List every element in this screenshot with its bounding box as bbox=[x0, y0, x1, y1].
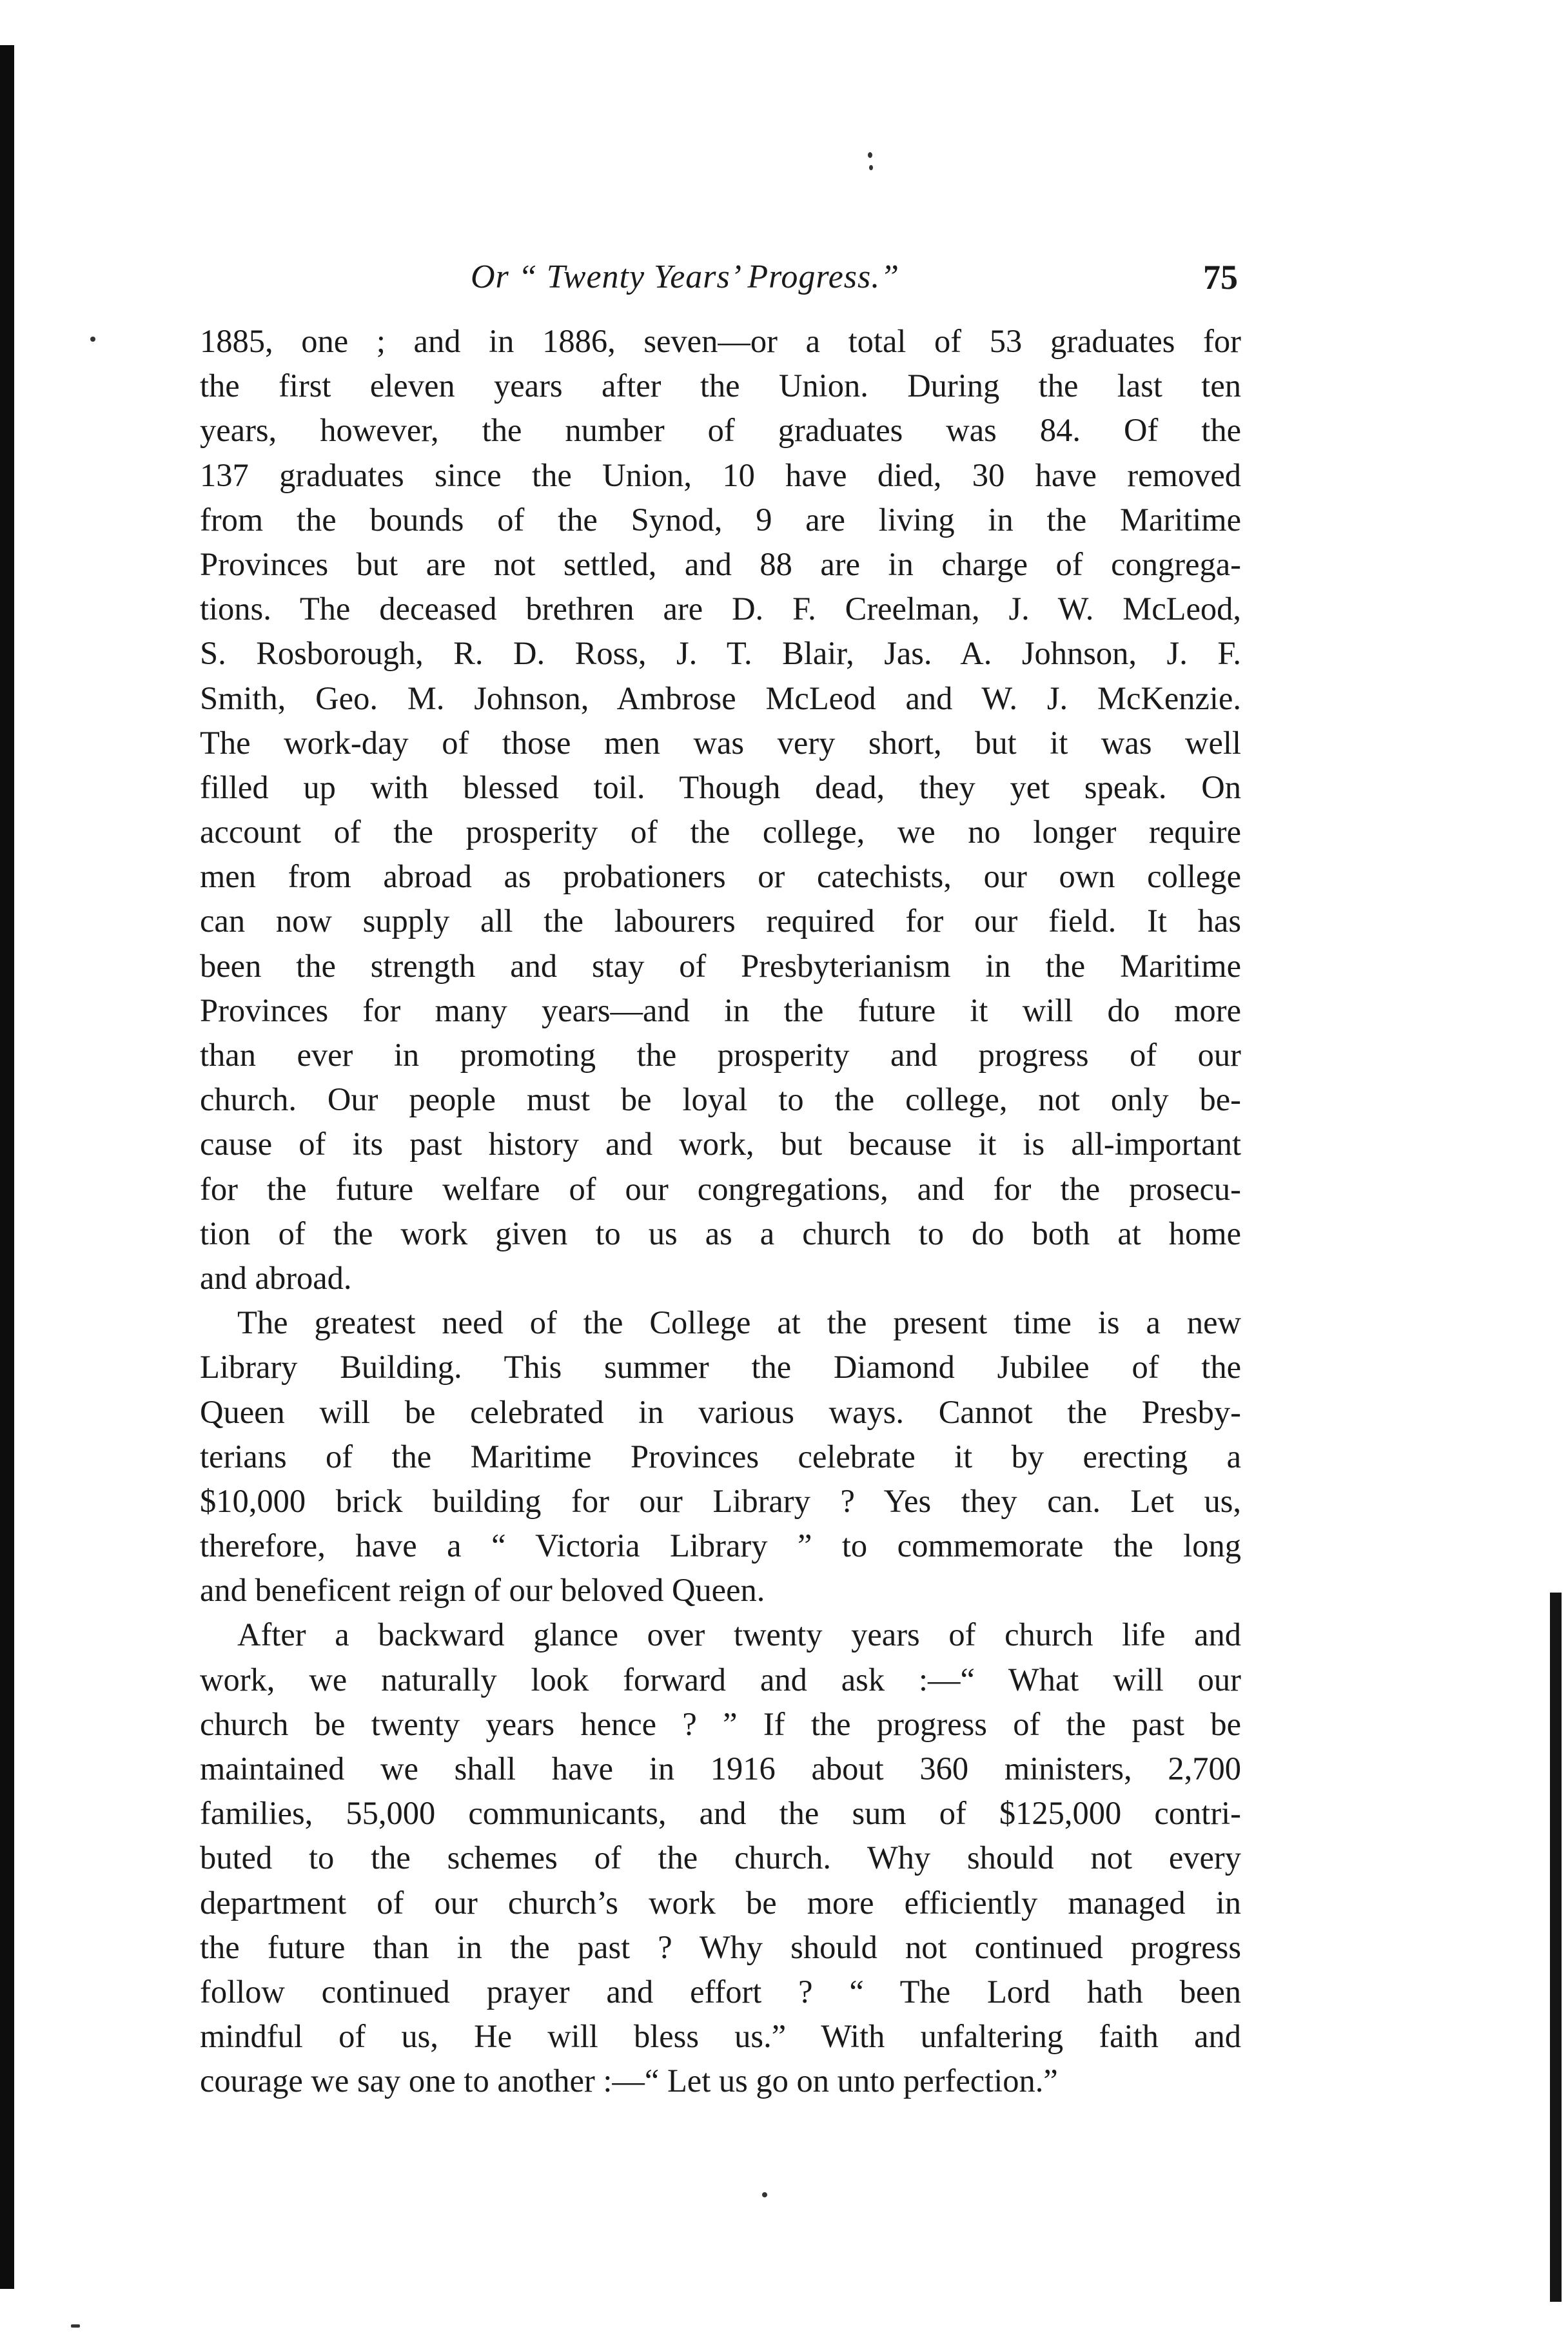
scan-speck bbox=[90, 337, 95, 342]
text-line: years, however, the number of graduates was 84. Of the bbox=[200, 412, 1241, 449]
text-line: therefore, have a “ Victoria Library ” to commemorate the long bbox=[200, 1527, 1241, 1564]
text-line: mindful of us, He will bless us.” With unfaltering faith and bbox=[200, 2018, 1241, 2055]
scan-edge-right bbox=[1550, 1593, 1562, 2302]
text-line: Provinces for many years—and in the future it will do more bbox=[200, 992, 1241, 1028]
scan-speck bbox=[762, 2192, 767, 2197]
page-header bbox=[200, 248, 1238, 306]
text-line: $10,000 brick building for our Library ? Yes they can. Let us, bbox=[200, 1482, 1241, 1519]
text-line: tions. The deceased brethren are D. F. Creelman, J. W. McLeod, bbox=[200, 591, 1241, 627]
text-line: Queen will be celebrated in various ways. Cannot the Presby- bbox=[200, 1393, 1241, 1430]
text-line: filled up with blessed toil. Though dead, they yet speak. On bbox=[200, 769, 1241, 805]
scan-edge-left bbox=[0, 45, 14, 2289]
text-line: church. Our people must be loyal to the college, not only be- bbox=[200, 1081, 1241, 1118]
scan-speck bbox=[869, 165, 873, 170]
text-line: been the strength and stay of Presbyterianism in the Maritime bbox=[200, 947, 1241, 984]
text-line: for the future welfare of our congregations, and for the prosecu- bbox=[200, 1170, 1241, 1207]
text-line: account of the prosperity of the college, we no longer require bbox=[200, 814, 1241, 850]
text-line: families, 55,000 communicants, and the sum of $125,000 contri- bbox=[200, 1795, 1241, 1832]
paragraph bbox=[200, 1613, 1241, 2103]
body-text bbox=[200, 319, 1241, 2104]
text-line: The greatest need of the College at the present time is a new bbox=[237, 1304, 1241, 1341]
text-line: department of our church’s work be more efficiently managed in bbox=[200, 1884, 1241, 1921]
paragraph bbox=[200, 1300, 1241, 1613]
text-line: Smith, Geo. M. Johnson, Ambrose McLeod and W. J. McKenzie. bbox=[200, 680, 1241, 716]
text-line: and abroad. bbox=[200, 1259, 352, 1296]
text-line: church be twenty years hence ? ” If the progress of the past be bbox=[200, 1705, 1241, 1742]
text-line: from the bounds of the Synod, 9 are living in the Maritime bbox=[200, 501, 1241, 538]
text-line: terians of the Maritime Provinces celebrate it by erecting a bbox=[200, 1438, 1241, 1475]
text-line: 1885, one ; and in 1886, seven—or a total of 53 graduates for bbox=[200, 323, 1241, 359]
scan-speck bbox=[868, 152, 872, 158]
text-line: 137 graduates since the Union, 10 have died, 30 have removed bbox=[200, 456, 1241, 493]
text-line: men from abroad as probationers or catechists, our own college bbox=[200, 858, 1241, 895]
text-line: S. Rosborough, R. D. Ross, J. T. Blair, Jas. A. Johnson, J. F. bbox=[200, 635, 1241, 672]
page-number: 75 bbox=[1203, 258, 1238, 297]
text-line: and beneficent reign of our beloved Queen. bbox=[200, 1572, 765, 1609]
text-line: Library Building. This summer the Diamond Jubilee of the bbox=[200, 1349, 1241, 1386]
text-line: cause of its past history and work, but because it is all-important bbox=[200, 1126, 1241, 1163]
text-line: Provinces but are not settled, and 88 are in charge of congrega- bbox=[200, 545, 1241, 582]
text-line: courage we say one to another :—“ Let us go on unto perfection.” bbox=[200, 2063, 1058, 2099]
paragraph bbox=[200, 319, 1241, 1300]
text-line: the first eleven years after the Union. During the last ten bbox=[200, 368, 1241, 404]
text-line: tion of the work given to us as a church to do both at home bbox=[200, 1215, 1241, 1251]
text-line: the future than in the past ? Why should not continued progress bbox=[200, 1928, 1241, 1965]
text-line: can now supply all the labourers required for our field. It has bbox=[200, 903, 1241, 939]
text-line: maintained we shall have in 1916 about 360 ministers, 2,700 bbox=[200, 1751, 1241, 1787]
text-line: The work-day of those men was very short, but it was well bbox=[200, 724, 1241, 761]
text-line: work, we naturally look forward and ask :—“ What will our bbox=[200, 1661, 1241, 1698]
text-line: buted to the schemes of the church. Why should not every bbox=[200, 1840, 1241, 1876]
text-line: follow continued prayer and effort ? “ The Lord hath been bbox=[200, 1973, 1241, 2010]
text-line: After a backward glance over twenty years of church life and bbox=[237, 1616, 1241, 1653]
scan-speck bbox=[71, 2324, 80, 2328]
running-title: Or “ Twenty Years’ Progress.” bbox=[471, 259, 900, 295]
text-line: than ever in promoting the prosperity and progress of our bbox=[200, 1037, 1241, 1073]
